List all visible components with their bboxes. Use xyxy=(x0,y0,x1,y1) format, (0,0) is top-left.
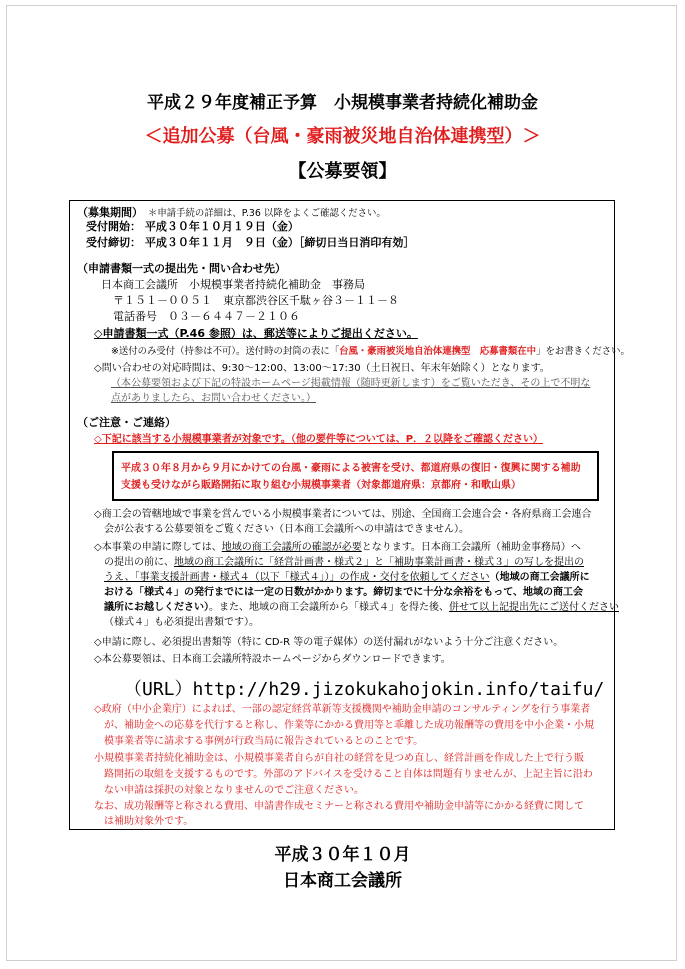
shokokai-note-1: ◇商工会の管轄地域で事業を営んでいる小規模事業者については、別途、全国商工会連合会・各府県商工会連合 xyxy=(94,509,592,520)
chamber-confirm-2: の提出の前に、地域の商工会議所に「経営計画書・様式２」と「補助事業計画書・様式３」の写しを提出の xyxy=(104,557,584,568)
contact-org: 日本商工会議所 小規模事業者持続化補助金 事務局 xyxy=(101,278,365,291)
warning-3-line-1: なお、成功報酬等と称される費用、申請書作成セミナーと称される費用や補助金申請等にかかる経費に関して xyxy=(94,801,584,812)
warning-1-line-3: 模事業者等に請求する事例が行政当局に報告されているとのことです。 xyxy=(104,736,424,747)
footer-date: 平成３０年１０月 xyxy=(274,845,411,865)
media-note: ◇申請に際し、必須提出書類等（特に CD-R 等の電子媒体）の送付漏れがないよう十分ご注意ください。 xyxy=(94,637,564,648)
warning-2-line-1: 小規模事業者持続化補助金は、小規模事業者自らが自社の経営を見つめ直し、経営計画を作成した上で行う販 xyxy=(94,753,584,764)
chamber-confirm-5: 議所にお越しください）。また、地域の商工会議所から「様式４」を得た後、併せて以上記提出先にご送付ください xyxy=(104,602,619,613)
document-subtitle: ＜追加公募（台風・豪雨被災地自治体連携型）＞ xyxy=(144,126,541,147)
download-url-link[interactable]: （URL）http://h29.jizokukahojokin.info/taifu/ xyxy=(124,679,605,700)
chamber-confirm-4: おける「様式４」の発行までには一定の日数がかかります。締切までに十分な余裕をもって、地域の商工会 xyxy=(104,587,583,598)
period-label: （募集期間） xyxy=(77,206,143,219)
faq-line-2: 点がありましたら、お問い合わせください。） xyxy=(111,393,316,404)
download-note: ◇本公募要領は、日本商工会議所特設ホームページからダウンロードできます。 xyxy=(94,654,451,665)
footer-org: 日本商工会議所 xyxy=(283,871,402,891)
shokokai-note-2: 会が公表する公募要領をご覧ください（日本商工会議所への申請はできません）。 xyxy=(104,524,469,535)
contact-label: （申請書類一式の提出先・問い合わせ先） xyxy=(77,262,286,275)
warning-3-line-2: は補助対象外です。 xyxy=(104,816,194,827)
period-end: 受付締切： 平成３０年１１月 ９日（金）［締切日当日消印有効］ xyxy=(86,236,415,249)
submit-instruction: ◇申請書類一式（P.46 参照）は、郵送等によりご提出ください。 xyxy=(94,327,418,340)
chamber-confirm-3: うえ、「事業支援計画書・様式４（以下「様式４」）」の作成・交付を依頼してください（地域の商工会議所に xyxy=(104,572,590,583)
document-type: 【公募要領】 xyxy=(288,161,397,182)
submit-envelope-note: ※送付のみ受付（持参は不可）。送付時の封筒の表に「台風・豪雨被災地自治体連携型 応募書類在中」をお書きください。 xyxy=(111,346,630,357)
chamber-confirm-1: ◇本事業の申請に際しては、地域の商工会議所の確認が必要となります。日本商工会議所（補助金事務局）へ xyxy=(94,542,581,553)
target-box xyxy=(112,451,599,501)
faq-line-1: （本公募要領および下記の特設ホームページ掲載情報（随時更新します）をご覧いただき、その上で不明な xyxy=(111,378,591,389)
document-title: 平成２９年度補正予算 小規模事業者持続化補助金 xyxy=(147,93,538,113)
period-note: ＊申請手続の詳細は、P.36 以降をよくご確認ください。 xyxy=(148,208,386,219)
notes-label: （ご注意・ご連絡） xyxy=(77,416,176,429)
target-notice: ◇下記に該当する小規模事業者が対象です。（他の要件等については、P．２以降をご確認ください） xyxy=(94,434,544,445)
warning-1-line-1: ◇政府（中小企業庁）によれば、一部の認定経営革新等支援機関や補助金申請のコンサルティングを行う事業者 xyxy=(94,704,591,715)
contact-hours: ◇問い合わせの対応時間は、9:30～12:00、13:00～17:30（土日祝日、年末年始除く）となります。 xyxy=(94,363,550,374)
period-start: 受付開始： 平成３０年１０月１９日（金） xyxy=(86,220,299,233)
contact-phone: 電話番号 ０３－６４４７－２１０６ xyxy=(113,310,300,323)
target-box-line-2: 支援も受けながら販路開拓に取り組む小規模事業者（対象都道府県：京都府・和歌山県） xyxy=(121,480,521,491)
target-box-line-1: 平成３０年８月から９月にかけての台風・豪雨による被害を受け、都道府県の復旧・復興に関する補助 xyxy=(121,463,581,474)
warning-2-line-3: ない申請は採択の対象となりませんのでご注意ください。 xyxy=(104,785,364,796)
warning-1-line-2: が、補助金への応募を代行すると称し、作業等にかかる費用等と乖離した成功報酬等の費用を中小企業・小規 xyxy=(104,720,594,731)
chamber-confirm-6: （様式４」も必須提出書類です）。 xyxy=(104,617,259,628)
contact-address: 〒１５１－００５１ 東京都渋谷区千駄ヶ谷３－１１－８ xyxy=(113,294,399,307)
warning-2-line-2: 路開拓の取組を支援するものです。外部のアドバイスを受けること自体は問題有りませんが、上記主旨に沿わ xyxy=(104,769,593,780)
